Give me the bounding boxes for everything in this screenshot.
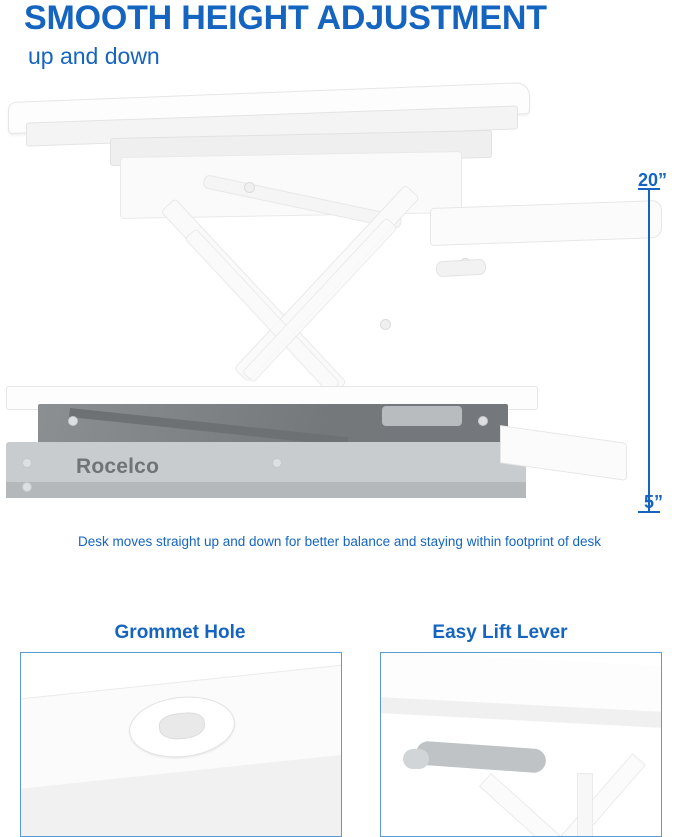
lift-lever-grip: [403, 749, 429, 769]
lift-lever-bar: [415, 740, 546, 773]
hero-caption: Desk moves straight up and down for better balance and staying within footprint of desk: [77, 534, 602, 549]
measurement-label-min: 5”: [644, 492, 664, 512]
screw-icon: [68, 416, 78, 426]
hero-product-illustration: [0, 78, 679, 540]
screw-icon: [272, 458, 282, 468]
scissor-pivot-center: [380, 319, 391, 330]
panel-grommet-hole: [20, 652, 342, 837]
brand-logo-text: Rocelco: [76, 455, 160, 478]
keyboard-tray: [430, 200, 662, 246]
lift-handle: [436, 259, 487, 278]
frame-post-closeup: [577, 773, 593, 837]
page-subtitle: up and down: [28, 43, 160, 69]
base-lower-shadow: [6, 482, 526, 498]
screw-icon: [478, 416, 488, 426]
base-handle-block: [382, 406, 462, 426]
scissor-pivot-upper: [244, 182, 255, 193]
screw-icon: [22, 482, 32, 492]
screw-icon: [22, 458, 32, 468]
measurement-label-max: 20”: [638, 170, 668, 190]
panel-easy-lift-lever: [380, 652, 662, 837]
panel-heading-easy-lift-lever: Easy Lift Lever: [432, 622, 568, 643]
height-measurement-line: [648, 188, 650, 513]
panel-heading-grommet-hole: Grommet Hole: [114, 622, 246, 643]
page-title: SMOOTH HEIGHT ADJUSTMENT: [24, 0, 547, 37]
